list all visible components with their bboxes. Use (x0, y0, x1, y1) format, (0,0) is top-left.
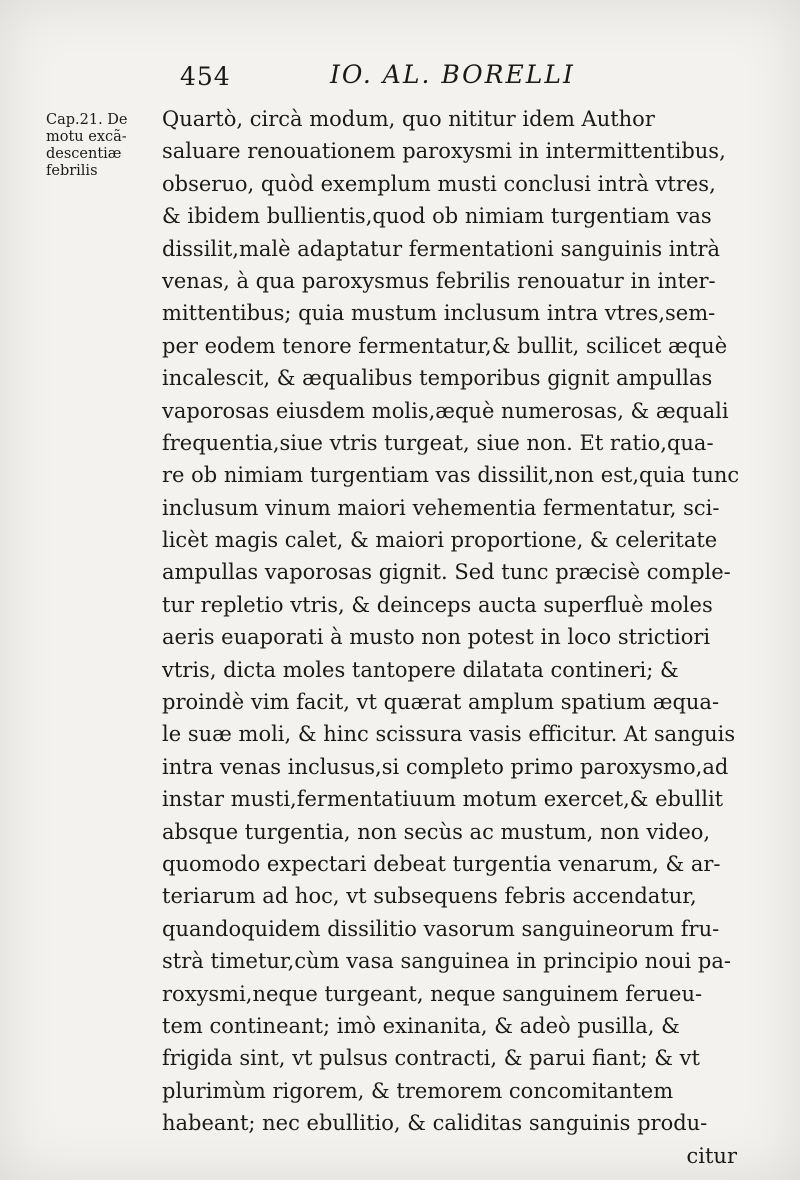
text-line: vaporosas eiusdem molis,æquè numerosas, & æquali (162, 398, 729, 423)
text-line: dissilit,malè adaptatur fermentationi sanguinis intrà (162, 236, 721, 261)
text-line: & ibidem bullientis,quod ob nimiam turgentiam vas (162, 204, 712, 229)
text-line: roxysmi,neque turgeant, neque sanguinem ferueu- (162, 981, 703, 1006)
page-number: 454 (180, 62, 231, 91)
text-line: plurimùm rigorem, & tremorem concomitantem (162, 1078, 674, 1103)
text-line: proindè vim facit, vt quærat amplum spatium æqua- (162, 690, 720, 715)
catchword: citur (686, 1143, 737, 1168)
margin-note (46, 112, 158, 180)
body-text (162, 103, 767, 1172)
text-line: frigida sint, vt pulsus contracti, & parui fiant; & vt (162, 1046, 700, 1071)
text-line: strà timetur,cùm vasa sanguinea in principio noui pa- (162, 949, 731, 974)
text-line: ampullas vaporosas gignit. Sed tunc præcisè comple- (162, 560, 731, 585)
text-line: teriarum ad hoc, vt subsequens febris accendatur, (162, 884, 697, 909)
text-line: le suæ moli, & hinc scissura vasis efficitur. At sanguis (162, 722, 736, 747)
text-line: aeris euaporati à musto non potest in loco strictiori (162, 625, 711, 650)
text-line: per eodem tenore fermentatur,& bullit, scilicet æquè (162, 333, 728, 358)
margin-note-line: febrilis (46, 163, 98, 179)
text-line: instar musti,fermentatiuum motum exercet,& ebullit (162, 787, 724, 812)
text-line: obseruo, quòd exemplum musti conclusi intrà vtres, (162, 171, 716, 196)
text-line: incalescit, & æqualibus temporibus gignit ampullas (162, 366, 713, 391)
margin-note-line: motu excã- (46, 129, 127, 145)
margin-note-line: descentiæ (46, 146, 122, 162)
text-line: intra venas inclusus,si completo primo paroxysmo,ad (162, 754, 729, 779)
text-line: licèt magis calet, & maiori proportione, & celeritate (162, 528, 718, 553)
text-line: frequentia,siue vtris turgeat, siue non. Et ratio,qua- (162, 430, 714, 455)
text-line: vtris, dicta moles tantopere dilatata contineri; & (162, 657, 679, 682)
text-line: re ob nimiam turgentiam vas dissilit,non est,quia tunc (162, 463, 740, 488)
text-line: quandoquidem dissilitio vasorum sanguineorum fru- (162, 916, 720, 941)
page-header (0, 60, 800, 100)
text-line: Quartò, circà modum, quo nititur idem Author (162, 107, 655, 131)
running-head: IO. AL. BORELLI (330, 60, 575, 89)
text-line: inclusum vinum maiori vehementia fermentatur, sci- (162, 495, 720, 520)
margin-note-line: Cap.21. De (46, 112, 128, 128)
text-line: quomodo expectari debeat turgentia venarum, & ar- (162, 851, 721, 876)
text-line: venas, à qua paroxysmus febrilis renouatur in inter- (162, 268, 716, 293)
text-line: saluare renouationem paroxysmi in intermittentibus, (162, 139, 726, 164)
text-line: mittentibus; quia mustum inclusum intra vtres,sem- (162, 301, 716, 326)
text-line: tem contineant; imò exinanita, & adeò pusilla, & (162, 1013, 680, 1038)
text-line: absque turgentia, non secùs ac mustum, non video, (162, 819, 711, 844)
text-line: habeant; nec ebullitio, & caliditas sanguinis produ- (162, 1111, 708, 1136)
text-line: tur repletio vtris, & deinceps aucta superfluè moles (162, 592, 713, 617)
